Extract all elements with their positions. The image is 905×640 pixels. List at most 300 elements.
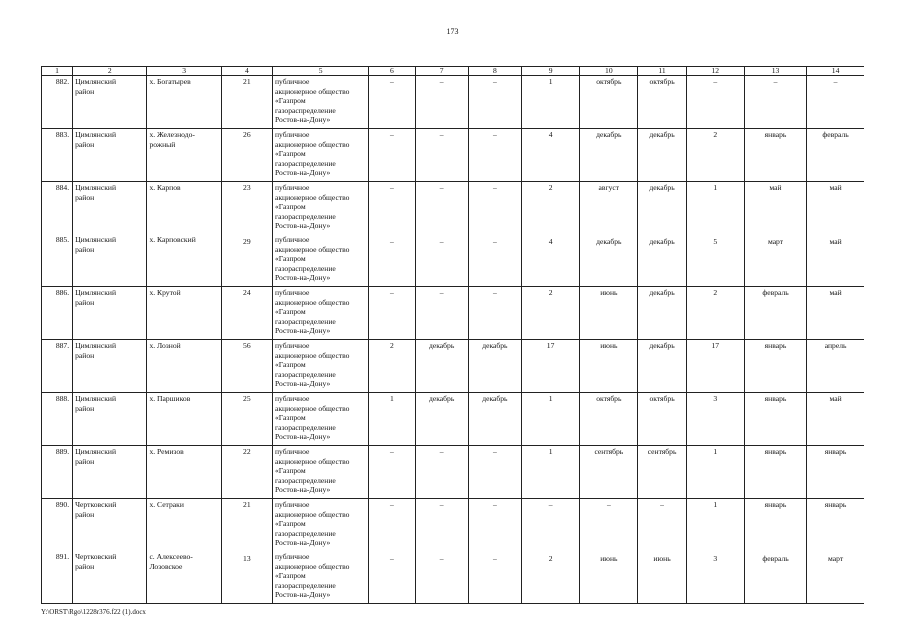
cell-col-13: [744, 551, 806, 604]
cell-col-5: [272, 499, 368, 552]
cell-text: декабрь: [482, 341, 508, 350]
cell-text: 2: [548, 183, 553, 192]
cell-text: июнь: [600, 288, 618, 297]
cell-col-10: [580, 499, 638, 552]
cell-text: Цимлянский район: [75, 130, 117, 149]
cell-col-11: [638, 234, 686, 287]
cell-col-12: [686, 182, 744, 235]
column-number-row: [42, 67, 865, 76]
cell-col-4: [221, 499, 272, 552]
cell-text: –: [439, 288, 444, 297]
cell-col-1: [42, 234, 73, 287]
cell-text: х. Ремизов: [149, 447, 184, 456]
cell-text: –: [390, 447, 394, 456]
cell-col-14: [807, 234, 864, 287]
cell-text: 26: [243, 130, 251, 139]
cell-text: публичное акционерное общество «Газпром газораспределение Ростов-на-Дону»: [274, 77, 350, 125]
column-header-12: 12: [686, 67, 744, 76]
cell-col-4: [221, 446, 272, 499]
cell-col-7: [415, 499, 468, 552]
cell-text: декабрь: [649, 130, 675, 139]
cell-col-8: [468, 234, 521, 287]
cell-text: май: [829, 237, 842, 246]
cell-col-3: [147, 446, 221, 499]
cell-text: октябрь: [596, 394, 622, 403]
cell-text: х. Лозной: [149, 341, 181, 350]
cell-text: январь: [824, 500, 847, 509]
cell-col-2: [73, 446, 147, 499]
cell-text: 883.: [55, 130, 70, 139]
cell-text: март: [767, 237, 784, 246]
cell-col-14: [807, 129, 864, 182]
cell-text: публичное акционерное общество «Газпром газораспределение Ростов-на-Дону»: [274, 183, 350, 231]
cell-col-11: [638, 182, 686, 235]
cell-text: февраль: [822, 130, 849, 139]
cell-col-14: [807, 551, 864, 604]
cell-col-6: [369, 446, 415, 499]
cell-text: 2: [713, 130, 718, 139]
cell-text: январь: [764, 130, 787, 139]
cell-text: май: [769, 183, 782, 192]
cell-text: январь: [824, 447, 847, 456]
cell-col-13: [744, 287, 806, 340]
cell-text: 2: [713, 288, 718, 297]
cell-text: публичное акционерное общество «Газпром газораспределение Ростов-на-Дону»: [274, 500, 350, 548]
cell-col-1: [42, 446, 73, 499]
cell-col-8: [468, 499, 521, 552]
cell-text: май: [829, 288, 842, 297]
cell-col-8: [468, 340, 521, 393]
cell-text: –: [773, 77, 778, 86]
cell-text: 25: [243, 394, 251, 403]
cell-col-1: [42, 182, 73, 235]
cell-text: декабрь: [596, 130, 622, 139]
cell-col-12: [686, 340, 744, 393]
cell-text: публичное акционерное общество «Газпром газораспределение Ростов-на-Дону»: [274, 552, 350, 600]
cell-col-2: [73, 76, 147, 129]
cell-text: 1: [548, 77, 553, 86]
cell-text: –: [390, 288, 394, 297]
footer-file-path: Y:\ORST\Rgo\1228r376.f22 (1).docx: [41, 608, 146, 616]
cell-col-1: [42, 499, 73, 552]
cell-col-14: [807, 287, 864, 340]
table-row: [42, 129, 865, 182]
column-header-4: 4: [221, 67, 272, 76]
cell-text: публичное акционерное общество «Газпром газораспределение Ростов-на-Дону»: [274, 235, 350, 283]
cell-col-14: [807, 499, 864, 552]
cell-text: –: [492, 130, 497, 139]
cell-text: 2: [390, 341, 394, 350]
cell-text: сентябрь: [647, 447, 677, 456]
cell-text: 17: [546, 341, 555, 350]
cell-col-11: [638, 393, 686, 446]
column-header-9: 9: [521, 67, 579, 76]
cell-col-10: [580, 446, 638, 499]
cell-col-7: [415, 446, 468, 499]
cell-text: –: [492, 447, 497, 456]
cell-text: Цимлянский район: [75, 288, 117, 307]
column-header-13: 13: [744, 67, 806, 76]
cell-col-7: [415, 340, 468, 393]
cell-text: х. Карповский: [149, 235, 196, 244]
cell-text: июнь: [653, 554, 671, 563]
cell-col-10: [580, 393, 638, 446]
cell-col-6: [369, 499, 415, 552]
cell-col-13: [744, 76, 806, 129]
cell-col-2: [73, 182, 147, 235]
cell-col-5: [272, 129, 368, 182]
cell-text: Цимлянский район: [75, 447, 117, 466]
cell-col-9: [521, 393, 579, 446]
cell-text: 21: [243, 500, 251, 509]
cell-text: 4: [548, 130, 553, 139]
cell-col-1: [42, 76, 73, 129]
cell-col-12: [686, 287, 744, 340]
cell-text: –: [713, 77, 718, 86]
cell-text: 887.: [55, 341, 70, 350]
cell-text: март: [828, 554, 844, 563]
cell-text: 24: [243, 288, 251, 297]
cell-text: июнь: [600, 554, 618, 563]
cell-text: Цимлянский район: [75, 341, 117, 360]
cell-col-1: [42, 551, 73, 604]
table-row: [42, 76, 865, 129]
cell-text: август: [598, 183, 620, 192]
cell-text: х. Железнодо- рожный: [149, 130, 195, 149]
cell-text: –: [390, 183, 394, 192]
cell-text: Чертковский район: [75, 500, 117, 519]
cell-text: –: [492, 500, 497, 509]
cell-col-12: [686, 499, 744, 552]
column-header-5: 5: [272, 67, 368, 76]
cell-col-5: [272, 234, 368, 287]
cell-col-4: [221, 551, 272, 604]
cell-col-2: [73, 234, 147, 287]
cell-text: декабрь: [482, 394, 508, 403]
cell-text: 891.: [55, 552, 70, 561]
cell-text: 2: [548, 288, 553, 297]
cell-col-11: [638, 287, 686, 340]
table-row: [42, 446, 865, 499]
cell-col-10: [580, 182, 638, 235]
cell-col-2: [73, 287, 147, 340]
cell-text: октябрь: [649, 77, 675, 86]
cell-col-9: [521, 234, 579, 287]
cell-text: апрель: [824, 341, 847, 350]
cell-col-2: [73, 499, 147, 552]
cell-text: –: [833, 77, 838, 86]
data-table: [41, 66, 864, 604]
cell-text: публичное акционерное общество «Газпром газораспределение Ростов-на-Дону»: [274, 341, 350, 389]
cell-text: май: [829, 394, 842, 403]
cell-col-8: [468, 551, 521, 604]
cell-col-9: [521, 446, 579, 499]
cell-col-8: [468, 129, 521, 182]
cell-text: –: [390, 237, 394, 246]
cell-text: 888.: [55, 394, 70, 403]
cell-col-5: [272, 340, 368, 393]
column-header-1: 1: [42, 67, 73, 76]
cell-col-11: [638, 129, 686, 182]
column-header-11: 11: [638, 67, 686, 76]
cell-col-11: [638, 551, 686, 604]
table-row: [42, 551, 865, 604]
table-row: [42, 499, 865, 552]
cell-text: 1: [548, 447, 553, 456]
cell-col-4: [221, 76, 272, 129]
cell-text: –: [439, 183, 444, 192]
table-row: [42, 234, 865, 287]
cell-text: с. Алексеево- Лозовское: [149, 552, 193, 571]
cell-col-9: [521, 551, 579, 604]
table-row: [42, 182, 865, 235]
cell-col-10: [580, 551, 638, 604]
cell-col-5: [272, 446, 368, 499]
cell-col-10: [580, 234, 638, 287]
cell-text: декабрь: [429, 394, 455, 403]
cell-text: –: [390, 130, 394, 139]
table-row: [42, 340, 865, 393]
cell-col-7: [415, 129, 468, 182]
cell-text: 17: [711, 341, 720, 350]
cell-col-5: [272, 287, 368, 340]
cell-col-13: [744, 129, 806, 182]
cell-col-1: [42, 287, 73, 340]
cell-text: публичное акционерное общество «Газпром газораспределение Ростов-на-Дону»: [274, 130, 350, 178]
cell-col-11: [638, 76, 686, 129]
cell-col-7: [415, 287, 468, 340]
cell-col-4: [221, 340, 272, 393]
cell-text: –: [439, 237, 444, 246]
cell-text: Цимлянский район: [75, 183, 117, 202]
cell-col-12: [686, 76, 744, 129]
column-header-14: 14: [807, 67, 864, 76]
cell-col-5: [272, 551, 368, 604]
cell-text: январь: [764, 447, 787, 456]
cell-col-3: [147, 340, 221, 393]
cell-col-9: [521, 76, 579, 129]
cell-col-2: [73, 340, 147, 393]
cell-text: декабрь: [649, 341, 675, 350]
cell-text: октябрь: [596, 77, 622, 86]
column-header-7: 7: [415, 67, 468, 76]
cell-text: Цимлянский район: [75, 77, 117, 96]
column-header-8: 8: [468, 67, 521, 76]
cell-text: июнь: [600, 341, 618, 350]
cell-col-12: [686, 129, 744, 182]
cell-col-12: [686, 234, 744, 287]
cell-text: январь: [764, 394, 787, 403]
cell-text: –: [439, 130, 444, 139]
cell-col-10: [580, 129, 638, 182]
cell-text: –: [390, 77, 394, 86]
cell-col-3: [147, 551, 221, 604]
cell-text: 1: [713, 183, 718, 192]
cell-col-4: [221, 234, 272, 287]
cell-text: 21: [243, 77, 251, 86]
cell-col-7: [415, 551, 468, 604]
cell-text: –: [439, 447, 444, 456]
cell-text: май: [829, 183, 842, 192]
cell-text: февраль: [762, 288, 789, 297]
cell-col-2: [73, 129, 147, 182]
cell-text: 1: [390, 394, 394, 403]
cell-text: –: [492, 77, 497, 86]
cell-col-14: [807, 340, 864, 393]
cell-col-11: [638, 340, 686, 393]
cell-text: –: [390, 554, 394, 563]
cell-text: 4: [548, 237, 553, 246]
cell-col-11: [638, 499, 686, 552]
cell-col-9: [521, 129, 579, 182]
cell-col-1: [42, 340, 73, 393]
cell-col-5: [272, 182, 368, 235]
cell-text: х. Богатырев: [149, 77, 191, 86]
cell-text: –: [492, 554, 497, 563]
cell-col-14: [807, 393, 864, 446]
cell-text: –: [390, 500, 394, 509]
cell-col-3: [147, 182, 221, 235]
cell-col-3: [147, 129, 221, 182]
cell-text: декабрь: [649, 288, 675, 297]
cell-col-8: [468, 393, 521, 446]
cell-col-10: [580, 340, 638, 393]
cell-col-6: [369, 551, 415, 604]
cell-text: 22: [243, 447, 251, 456]
cell-text: публичное акционерное общество «Газпром газораспределение Ростов-на-Дону»: [274, 447, 350, 495]
cell-col-4: [221, 393, 272, 446]
cell-col-4: [221, 182, 272, 235]
cell-text: Чертковский район: [75, 552, 117, 571]
cell-text: 3: [713, 394, 718, 403]
cell-text: 884.: [55, 183, 70, 192]
cell-text: декабрь: [596, 237, 622, 246]
cell-col-9: [521, 340, 579, 393]
cell-col-6: [369, 129, 415, 182]
cell-col-7: [415, 393, 468, 446]
cell-col-9: [521, 499, 579, 552]
cell-text: 885.: [55, 235, 70, 244]
cell-col-2: [73, 551, 147, 604]
cell-col-1: [42, 129, 73, 182]
cell-col-13: [744, 446, 806, 499]
cell-col-3: [147, 234, 221, 287]
cell-col-7: [415, 234, 468, 287]
cell-col-8: [468, 287, 521, 340]
cell-text: январь: [764, 341, 787, 350]
cell-text: декабрь: [429, 341, 455, 350]
cell-text: х. Крутой: [149, 288, 181, 297]
cell-text: –: [439, 500, 444, 509]
cell-col-3: [147, 76, 221, 129]
cell-col-6: [369, 234, 415, 287]
cell-col-4: [221, 129, 272, 182]
cell-col-11: [638, 446, 686, 499]
cell-text: –: [492, 237, 497, 246]
cell-col-6: [369, 393, 415, 446]
cell-text: х. Сетраки: [149, 500, 184, 509]
cell-text: 1: [713, 500, 718, 509]
cell-text: публичное акционерное общество «Газпром газораспределение Ростов-на-Дону»: [274, 288, 350, 336]
cell-text: х. Паршиков: [149, 394, 191, 403]
cell-col-1: [42, 393, 73, 446]
cell-text: февраль: [762, 554, 789, 563]
column-header-2: 2: [73, 67, 147, 76]
cell-col-14: [807, 446, 864, 499]
column-header-6: 6: [369, 67, 415, 76]
cell-text: 886.: [55, 288, 70, 297]
cell-text: 1: [713, 447, 718, 456]
cell-text: сентябрь: [594, 447, 624, 456]
cell-text: –: [660, 500, 664, 509]
cell-col-6: [369, 287, 415, 340]
cell-text: декабрь: [649, 237, 675, 246]
cell-col-6: [369, 182, 415, 235]
cell-text: Цимлянский район: [75, 235, 117, 254]
column-header-10: 10: [580, 67, 638, 76]
cell-col-3: [147, 393, 221, 446]
cell-col-3: [147, 499, 221, 552]
cell-col-7: [415, 182, 468, 235]
cell-col-13: [744, 182, 806, 235]
cell-col-6: [369, 76, 415, 129]
cell-col-9: [521, 287, 579, 340]
cell-col-12: [686, 393, 744, 446]
cell-col-2: [73, 393, 147, 446]
cell-text: 2: [548, 554, 553, 563]
cell-text: 889.: [55, 447, 70, 456]
cell-col-10: [580, 287, 638, 340]
cell-text: –: [548, 500, 553, 509]
table-row: [42, 287, 865, 340]
page-number: 173: [446, 27, 459, 36]
cell-text: 882.: [55, 77, 70, 86]
cell-col-13: [744, 340, 806, 393]
cell-text: 1: [548, 394, 553, 403]
cell-col-5: [272, 393, 368, 446]
cell-text: декабрь: [649, 183, 675, 192]
cell-text: –: [439, 554, 444, 563]
cell-col-13: [744, 499, 806, 552]
cell-text: х. Карпов: [149, 183, 181, 192]
cell-col-13: [744, 393, 806, 446]
cell-col-6: [369, 340, 415, 393]
cell-col-14: [807, 76, 864, 129]
cell-col-7: [415, 76, 468, 129]
cell-text: –: [492, 183, 497, 192]
cell-col-5: [272, 76, 368, 129]
cell-text: 56: [243, 341, 251, 350]
cell-text: январь: [764, 500, 787, 509]
cell-text: 23: [243, 183, 251, 192]
cell-col-8: [468, 446, 521, 499]
column-header-3: 3: [147, 67, 221, 76]
cell-col-12: [686, 446, 744, 499]
cell-text: 3: [713, 554, 718, 563]
cell-text: Цимлянский район: [75, 394, 117, 413]
cell-col-3: [147, 287, 221, 340]
cell-text: 5: [713, 237, 718, 246]
cell-col-10: [580, 76, 638, 129]
cell-text: публичное акционерное общество «Газпром газораспределение Ростов-на-Дону»: [274, 394, 350, 442]
cell-col-8: [468, 182, 521, 235]
cell-col-9: [521, 182, 579, 235]
cell-text: –: [492, 288, 497, 297]
cell-col-8: [468, 76, 521, 129]
cell-text: –: [606, 500, 611, 509]
table-row: [42, 393, 865, 446]
cell-text: 13: [243, 554, 251, 563]
